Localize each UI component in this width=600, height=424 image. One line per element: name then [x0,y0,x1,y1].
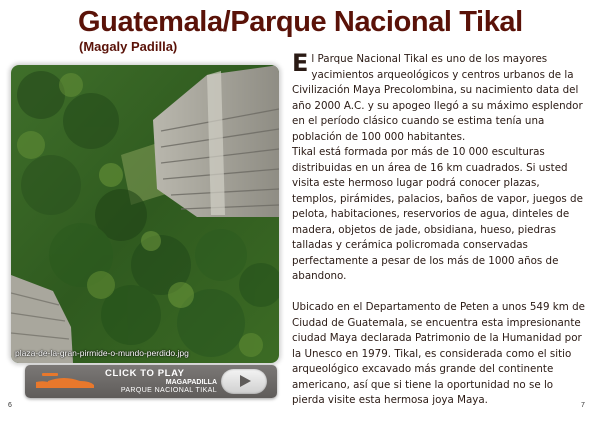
play-button[interactable] [221,369,267,394]
article-body [292,49,587,409]
play-icon [240,375,251,387]
drop-cap: E [292,49,309,77]
photo-caption: plaza-de-la-gran-pirmide-o-mundo-perdido.jpg [15,348,189,358]
tikal-photo [11,65,279,363]
soundcloud-logo-icon [34,371,96,391]
click-to-play-label[interactable]: CLICK TO PLAY [105,368,185,379]
audio-artist: MAGAPADILLA [165,379,217,386]
page-title: Guatemala/Parque Nacional Tikal [78,6,523,38]
author-byline: (Magaly Padilla) [79,39,178,54]
article-paragraph-2: Ubicado en el Departamento de Peten a unos 549 km de Ciudad de Guatemala, se encuentra esta impresionante ciudad Maya declarada Patrimonio de la Humanidad por la Unesco en 1979. Tikal, es considerada como el sitio arqueológico excavado más grande del continente americano, así que si tiene la oportunidad no se lo pierda visite esta hermosa joya Maya. [292,301,585,406]
article-paragraph-1-text: l Parque Nacional Tikal es uno de los mayores yacimientos arqueológicos y centros urbanos de la Civilización Maya Precolombina, su nacimiento data del año 2000 A.C. y su apogeo llegó a su máximo esplendor en el período clásico cuando se estima tenía una población de 100 000 habitantes. [292,53,583,143]
audio-track-title: PARQUE NACIONAL TIKAL [120,387,217,394]
page-number-right: 7 [581,402,585,409]
page-number-left: 6 [8,402,12,409]
article-paragraph-1 [292,49,587,285]
audio-player-banner[interactable] [25,365,277,398]
article-paragraph-1-continued: Tikal está formada por más de 10 000 esculturas distribuidas en un área de 16 km cuadrados. Si usted visita este hermoso lugar podrá conocer plazas, templos, pirámides, palacios, baños de vapor, juegos de pelota, habitaciones, reservorios de agua, dinteles de madera, objetos de jade, obsidiana, hueso, piedras talladas y cerámica policromada conservadas perfectamente a pesar de los más de 1000 años de abandono. [292,146,583,282]
jungle-pyramid-image [11,65,279,363]
